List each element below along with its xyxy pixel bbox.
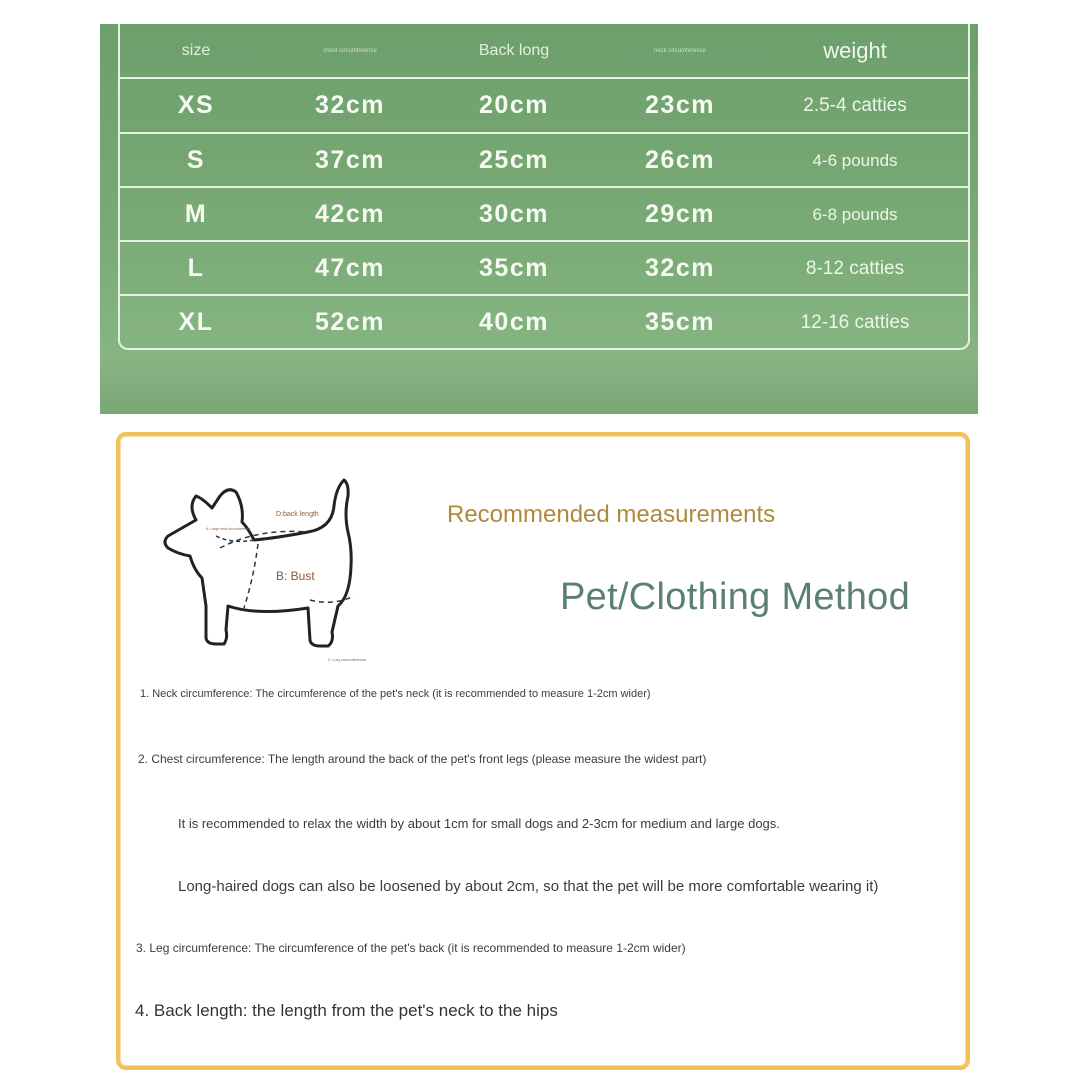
header-neck: neck circumference [653,47,707,54]
table-header-row [120,24,968,77]
back-cell: 30cm [479,200,549,228]
weight-cell: 8-12 catties [805,257,905,279]
back-cell: 35cm [479,254,549,282]
neck-cell: 26cm [645,146,715,174]
weight-cell: 6-8 pounds [812,204,898,224]
size-table [118,24,970,350]
header-back-long: Back long [478,41,550,59]
weight-cell: 2.5-4 catties [803,94,907,116]
note-relax-width: It is recommended to relax the width by about 1cm for small dogs and 2-3cm for medium and large dogs. [178,816,780,831]
table-row [120,240,968,295]
pet-clothing-method-title: Pet/Clothing Method [560,576,911,618]
diagram-label-bust: B: Bust [276,569,315,583]
size-chart-panel [100,24,978,414]
chart-bottom-band [100,360,978,414]
table-row [120,186,968,241]
table-row [120,294,968,349]
note-chest: 2. Chest circumference: The length around the back of the pet's front legs (please measure the widest part) [138,752,707,766]
weight-cell: 4-6 pounds [812,150,898,170]
header-size: size [181,41,211,59]
table-row [120,132,968,187]
chest-cell: 47cm [315,254,385,282]
back-cell: 20cm [479,91,549,119]
neck-cell: 35cm [645,308,715,336]
size-cell: L [187,254,205,282]
back-cell: 40cm [479,308,549,336]
recommended-measurements-title: Recommended measurements [447,501,776,528]
note-leg: 3. Leg circumference: The circumference of the pet's back (it is recommended to measure 1-2cm wider) [136,941,686,955]
size-cell: XS [177,91,215,119]
note-back-length: 4. Back length: the length from the pet's neck to the hips [135,1001,558,1020]
dog-outline-icon [158,466,398,666]
size-cell: M [184,200,208,228]
neck-cell: 32cm [645,254,715,282]
header-chest: chest circumference [323,47,377,54]
chest-cell: 42cm [315,200,385,228]
weight-cell: 12-16 catties [800,311,910,333]
measurement-guide-card [116,432,970,1070]
size-cell: XL [178,308,214,336]
neck-cell: 29cm [645,200,715,228]
size-cell: S [186,146,206,174]
diagram-label-back-length: D:back length [276,511,319,518]
chest-cell: 32cm [315,91,385,119]
note-neck: 1. Neck circumference: The circumference of the pet's neck (it is recommended to measure 1-2cm wider) [140,688,651,700]
chest-cell: 37cm [315,146,385,174]
header-weight: weight [823,37,887,63]
back-cell: 25cm [479,146,549,174]
diagram-label-leg: C: Leg circumference [328,657,367,662]
note-long-haired: Long-haired dogs can also be loosened by about 2cm, so that the pet will be more comfortable wearing it) [178,878,879,895]
chest-cell: 52cm [315,308,385,336]
diagram-label-neck: A: Large neck circumference [206,527,251,531]
neck-cell: 23cm [645,91,715,119]
table-row [120,77,968,132]
